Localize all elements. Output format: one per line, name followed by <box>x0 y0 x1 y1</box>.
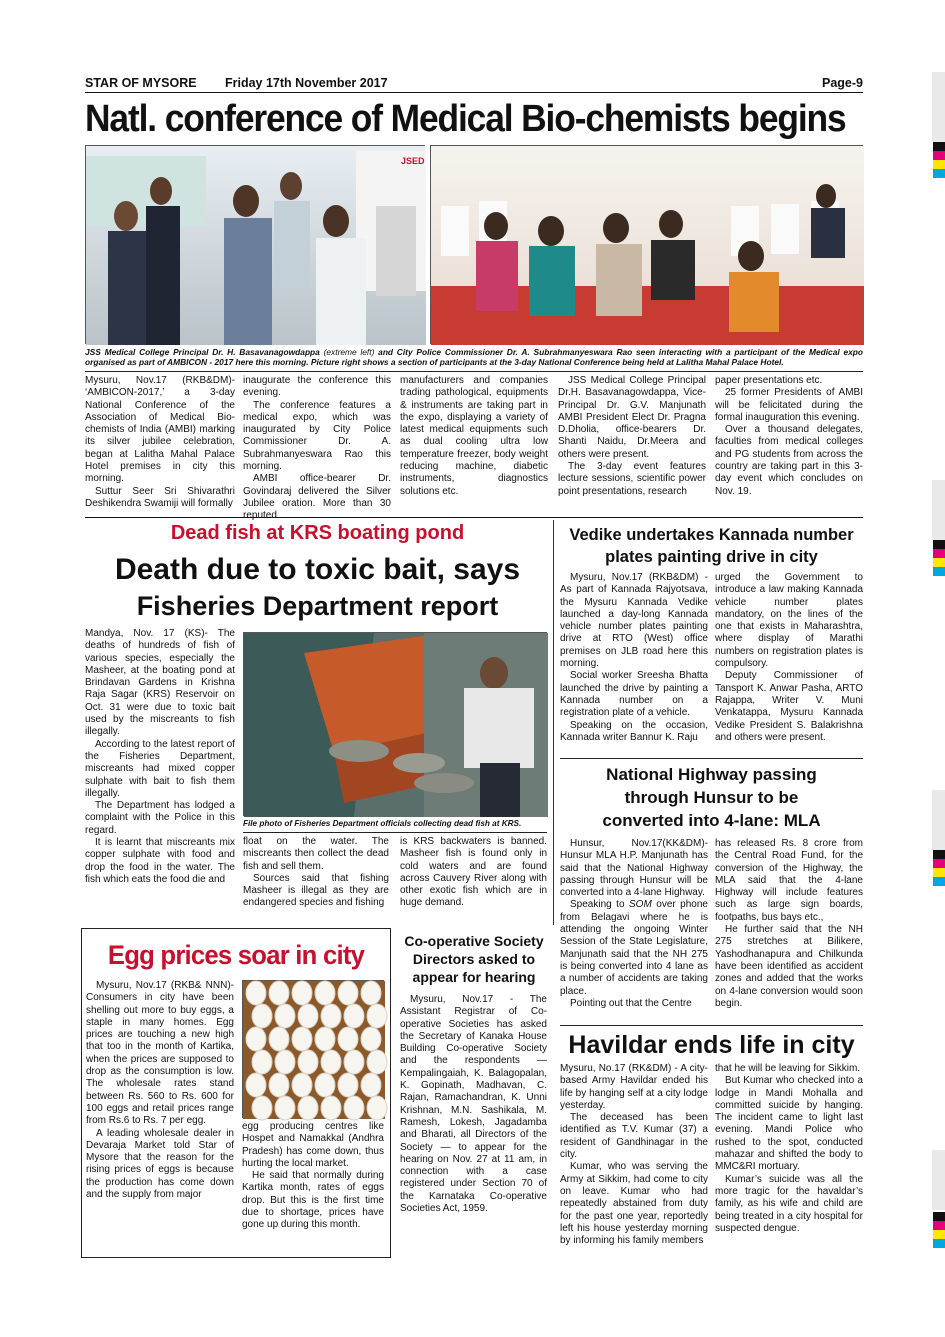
highway-headline-line2: through Hunsur to be <box>624 788 799 807</box>
masthead-rule <box>85 92 863 93</box>
paragraph: urged the Government to introduce a law making Kannada vehicle number plates mandatory, on the lines of the one that exists in Maharashtra, where display of Marathi numbers on registration plates is compulsory. <box>715 572 863 670</box>
egg-shape <box>252 1050 272 1074</box>
paragraph: egg producing centres like Hospet and Namakkal (Andhra Pradesh) has come down, thus hurting the local market. <box>242 1121 384 1169</box>
paragraph: Suttur Seer Sri Shivarathri Deshikendra Swamiji will formally <box>85 485 235 509</box>
paragraph: Mysuru, Nov.17 (RKB&DM)- ‘AMBICON-2017,’ a 3-day National Conference of the Association of Medical Bio-chemists of India (AMBI) marking its silver jubilee celebration, began at Lalitha Mahal Palace Hotel premises in city this morning. <box>85 375 235 485</box>
egg-column-2 <box>242 1121 384 1254</box>
egg-shape <box>338 981 358 1005</box>
caption-text: JSS Medical College Principal Dr. H. Basavanagowdappa <box>85 347 324 357</box>
conference-column-4 <box>558 375 706 515</box>
egg-column-1 <box>86 980 234 1254</box>
conference-headline: Natl. conference of Medical Bio-chemists begins <box>85 98 846 140</box>
egg-tray-graphic <box>243 981 385 1119</box>
conference-column-3 <box>400 375 548 515</box>
egg-shape <box>252 1096 272 1120</box>
egg-shape <box>292 1027 312 1051</box>
margin-strip <box>932 72 945 142</box>
caption-rule <box>243 832 547 833</box>
paragraph: He said that normally during Kartika month, rates of eggs drop. But this is the first time due to shortage, prices have gone up during this month. <box>242 1170 384 1231</box>
coop-headline <box>400 932 548 986</box>
paragraph: JSS Medical College Principal Dr.H. Basavanagowdappa, Vice-Principal Dr. G.V. Manjunath AMBI President Elect Dr. Pragna D.Dholia, office-bearers Dr. Shanti Naidu, Dr.Meera and others were present. <box>558 375 706 460</box>
paragraph: Speaking on the occasion, Kannada writer Bannur K. Raju <box>560 719 708 743</box>
egg-shape <box>269 1027 289 1051</box>
fish-headline-line1: Death due to toxic bait, says <box>114 553 521 586</box>
paragraph: that he will be leaving for Sikkim. <box>715 1063 861 1074</box>
egg-shape <box>367 1050 387 1074</box>
paragraph: is KRS backwaters is banned. Masheer fish is found only in cold waters and are found across Cauvery River along with other exotic fish which are in huge demand. <box>400 836 547 909</box>
conference-column-1 <box>85 375 235 515</box>
egg-shape <box>315 981 335 1005</box>
paragraph: The deceased has been identified as T.V. Kumar (37) a resident of Gandhinagar in the city. <box>560 1112 708 1161</box>
paragraph: inaugurate the conference this evening. <box>243 375 391 399</box>
section-rule <box>560 758 863 759</box>
egg-shape <box>246 981 266 1005</box>
fish-kicker: Dead fish at KRS boating pond <box>170 522 465 544</box>
paragraph: But Kumar who checked into a lodge in Mandi Mohalla and committed suicide by hanging. The incident came to light last evening. Mandi Police who rushed to the spot, conducted mahazar and shifted the body to MMC&RI mortuary. <box>715 1075 863 1173</box>
egg-shape <box>361 981 381 1005</box>
egg-shape <box>344 1050 364 1074</box>
issue-date: Friday 17th November 2017 <box>225 76 388 90</box>
paragraph: 25 former Presidents of AMBI will be felicitated during the formal inauguration this evening. <box>715 387 863 423</box>
conference-photo-caption <box>85 347 863 369</box>
egg-shape <box>246 1073 266 1097</box>
egg-shape <box>292 981 312 1005</box>
paragraph: Social worker Sreesha Bhatta launched the drive by painting a Kannada number on a registration plate of a vehicle. <box>560 670 708 719</box>
egg-shape <box>338 1073 358 1097</box>
highway-headline-line3: converted into 4-lane: MLA <box>602 811 821 830</box>
paragraph-emphasis: SOM <box>629 899 652 911</box>
caption-italic-text: (extreme left) <box>323 347 375 357</box>
egg-shape <box>315 1073 335 1097</box>
margin-strip <box>932 790 945 850</box>
coop-headline-line3: appear for hearing <box>412 969 536 985</box>
eggs-photo <box>242 980 384 1118</box>
fish-photo-caption: File photo of Fisheries Department officials collecting dead fish at KRS. <box>243 819 522 828</box>
vedike-headline-line2: plates painting drive in city <box>605 548 818 566</box>
paragraph: Sources said that fishing Masheer is illegal as they are endangered species and fishing <box>243 872 389 909</box>
egg-shape <box>275 1004 295 1028</box>
highway-column-1 <box>560 838 708 1024</box>
paragraph-text: Speaking to <box>570 899 629 911</box>
conference-column-2 <box>243 375 391 522</box>
havildar-headline: Havildar ends life in city <box>568 1031 855 1059</box>
paragraph: Mandya, Nov. 17 (KS)- The deaths of hundreds of fish of various species, especially the Masheer, at the boating pond at Brindavan Gardens in Krishna Raja Sagar (KRS) Reservoir on Oct. 31 were due to toxic bait used by the miscreants to fish illegally. <box>85 628 235 738</box>
egg-shape <box>344 1096 364 1120</box>
paragraph: float on the water. The miscreants then collect the dead fish and sell them. <box>243 836 389 872</box>
egg-shape <box>275 1050 295 1074</box>
paragraph: A leading wholesale dealer in Devaraja Market told Star of Mysore that the reason for the rising prices of eggs is because the production has come down and the supply from major <box>86 1127 234 1201</box>
booth-sign: JSED <box>401 156 425 166</box>
paragraph: Hunsur, Nov.17(KK&DM)- Hunsur MLA H.P. Manjunath has said that the National Highway passing through Hunsur will be converted into a 4-lane Highway. <box>560 838 708 899</box>
paragraph: Over a thousand delegates, faculties from medical colleges and PG students from across the country are taking part in this 3-day event which concludes on Nov. 19. <box>715 424 863 497</box>
paragraph: Deputy Commissioner of Tansport K. Anwar Pasha, ARTO Rajappa, Writer V. Muni Venkatappa, Mysuru Kannada Vedike President S. Balakrishna and others were present. <box>715 670 863 743</box>
margin-strip <box>932 1150 945 1210</box>
paragraph: AMBI office-bearer Dr. Govindaraj delivered the Silver Jubilee oration. More than 30 reputed <box>243 473 391 522</box>
conference-column-5 <box>715 375 863 515</box>
paragraph: Mysuru, Nov.17 (RKB&DM) - As part of Kannada Rajyotsava, the Mysuru Kannada Vedike launched a day-long Kannada vehicle number plates painting drive at RTO (West) office premises on JLB road here this morning. <box>560 572 708 670</box>
margin-strip <box>932 480 945 540</box>
egg-shape <box>269 1073 289 1097</box>
caption-text: and City Police Commissioner Dr. A. Subrahmanyeswara Rao seen interacting with a participant of the Medical expo organised as part of AMBICON - 2017 here this morning. Picture right shows a section of participants at the 3-day National Conference being held at Lalitha Mahal Palace Hotel. <box>85 347 864 368</box>
section-rule <box>560 1025 863 1026</box>
paragraph: Mysuru, No.17 (RK&DM) - A city-based Army Havildar ended his life by hanging self at a city lodge yesterday. <box>560 1063 708 1111</box>
coop-column <box>400 994 547 1256</box>
color-registration-bar <box>933 142 945 178</box>
page-number: Page-9 <box>822 76 863 90</box>
egg-shape <box>298 1050 318 1074</box>
paragraph: It is learnt that miscreants mix copper sulphate with food and drop the food in the water. The fish which eats the food die and <box>85 837 235 885</box>
color-registration-bar <box>933 850 945 886</box>
vedike-headline-line1: Vedike undertakes Kannada number <box>569 526 854 544</box>
havildar-column-2 <box>715 1063 863 1259</box>
egg-shape <box>321 1096 341 1120</box>
paragraph: Kumar’s suicide was all the more tragic for the havaldar’s family, as his wife and child are being treated in a city hospital for suspected dengue. <box>715 1173 863 1234</box>
column-divider <box>553 520 554 925</box>
fish-headline-line2: Fisheries Department report <box>136 591 499 621</box>
fish-column-1 <box>85 628 235 920</box>
expo-photo <box>85 145 425 344</box>
egg-shape <box>275 1096 295 1120</box>
paragraph: Pointing out that the Centre <box>570 997 692 1009</box>
paragraph: has released Rs. 8 crore from the Central Road Fund, for the conversion of the Highway, the MLA said that the 4-lane Highway will include features such as large sign boards, footpaths, bus bays etc., <box>715 838 863 923</box>
egg-shape <box>361 1073 381 1097</box>
egg-shape <box>344 1004 364 1028</box>
vedike-column-2 <box>715 572 863 758</box>
egg-shape <box>315 1027 335 1051</box>
egg-shape <box>361 1027 381 1051</box>
fish-column-3 <box>400 836 547 920</box>
dead-fish-photo <box>243 632 547 816</box>
color-registration-bar <box>933 540 945 576</box>
egg-shape <box>367 1096 387 1120</box>
egg-shape <box>292 1073 312 1097</box>
egg-shape <box>338 1027 358 1051</box>
havildar-column-1 <box>560 1063 708 1259</box>
paragraph: manufacturers and companies trading pathological, equipments & instruments are taking part in the expo, displaying a variety of latest medical equipments such as dual cooling ultra low temperature freezer, body weight reducing machine, diabetic instruments, diagnostics solutions etc. <box>400 375 548 497</box>
paragraph: Mysuru, Nov.17 (RKB& NNN)- Consumers in city have been shelling out more to buy eggs, a staple in many homes. Egg prices are touching a new high that too in the month of Kartika, when the prices are supposed to drop as the consumption is low. The wholesale rates stand between Rs. 560 to Rs. 600 for 100 eggs and retail prices range from Rs.6 to Rs. 7 per egg. <box>86 980 234 1127</box>
caption-rule <box>85 371 863 372</box>
egg-shape <box>321 1004 341 1028</box>
highway-column-2 <box>715 838 863 1024</box>
fish-column-2 <box>243 836 389 920</box>
paragraph-text: over phone from Belagavi where he is attending the ongoing Winter Session of the State Legislature, Manjunath said that the NH 275 is being converted into 4 lane as a number of accidents are taking place. <box>560 899 708 997</box>
color-registration-bar <box>933 1212 945 1248</box>
paper-name: STAR OF MYSORE <box>85 76 197 90</box>
paragraph: paper presentations etc. <box>715 375 823 386</box>
egg-shape <box>321 1050 341 1074</box>
coop-headline-line1: Co-operative Society <box>404 933 544 949</box>
egg-headline: Egg prices soar in city <box>107 940 365 970</box>
paragraph: The 3-day event features lecture sessions, scientific power point presentations, research <box>558 461 706 497</box>
coop-headline-line2: Directors asked to <box>412 951 536 967</box>
section-rule <box>85 517 863 518</box>
paragraph: According to the latest report of the Fisheries Department, miscreants had mixed copper sulphate with bait to fish them illegally. <box>85 738 235 799</box>
egg-shape <box>252 1004 272 1028</box>
highway-headline-line1: National Highway passing <box>606 765 817 784</box>
egg-shape <box>298 1004 318 1028</box>
paragraph: Kumar, who was serving the Army at Sikkim, had come to city on leave. Kumar who had repeatedly abstained from duty for the past one year, reportedly left his house yesterday morning by informing his family members <box>560 1161 708 1247</box>
egg-shape <box>298 1096 318 1120</box>
paragraph: Mysuru, Nov.17 - The Assistant Registrar of Co-operative Societies has asked the Secretary of Kanaka House Building Co-operative Society and the respondents — Kempalingaiah, K. Balagopalan, K. Gopinath, Madhavan, C. Rajan, Ramachandran, K. Unni Krishnan, M.N. Sashikala, M. Ramesh, Lokesh, Jagadamba and Bharati, all Directors of the Society — to appear for the hearing on Nov. 27 at 11 am, in connection with a case registered under Section 70 of the Karnataka Co-operative Societies Act, 1959. <box>400 994 547 1215</box>
conference-audience-photo <box>430 145 863 344</box>
egg-shape <box>367 1004 387 1028</box>
vedike-column-1 <box>560 572 708 758</box>
paragraph: He further said that the NH 275 stretches at Bilikere, Yashodhanapura and Chilkunda have been identified as accident zones and added that the works on 4-lane conversion would soon begin. <box>715 924 863 1009</box>
egg-shape <box>269 981 289 1005</box>
paragraph: The Department has lodged a complaint with the Police in this regard. <box>85 800 235 836</box>
paragraph: The conference features a medical expo, which was inaugurated by City Police Commissioner Dr. A. Subrahmanyeswara Rao this morning. <box>243 399 391 473</box>
egg-shape <box>246 1027 266 1051</box>
